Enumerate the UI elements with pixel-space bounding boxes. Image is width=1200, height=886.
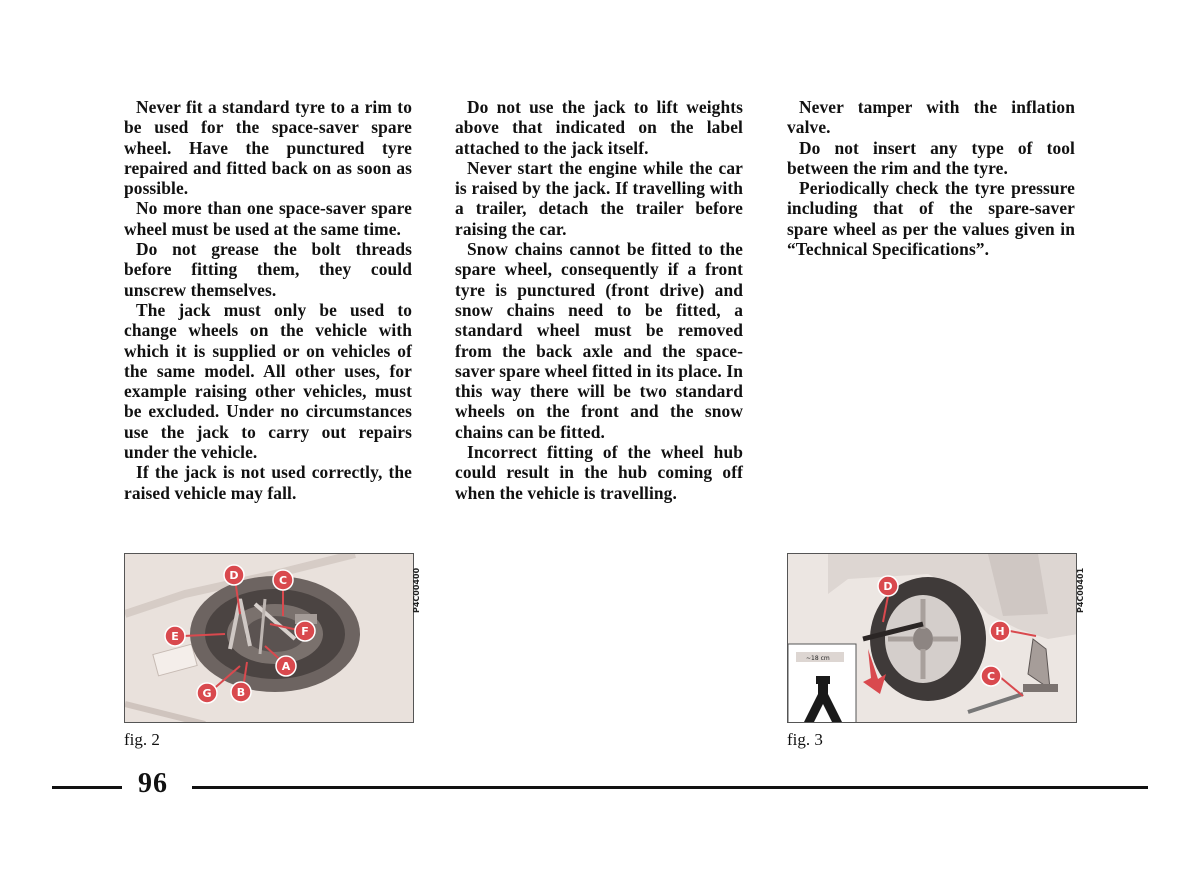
paragraph: The jack must only be used to change wheels on the vehicle with which it is supplied or on vehicles of the same model. All other uses, for example raising other vehicles, must be excluded. Under no circumstances use the jack to carry out repairs under the vehicle.	[124, 299, 412, 463]
paragraph: Do not use the jack to lift weights above that indicated on the label attached to the jack itself.	[455, 97, 743, 158]
svg-text:D: D	[229, 569, 239, 582]
footer-rule-right	[192, 786, 1148, 789]
wheel-change-illustration	[788, 554, 1077, 723]
paragraph: Do not insert any type of tool between the rim and the tyre.	[787, 137, 1075, 178]
text-column-3	[787, 97, 1075, 259]
svg-text:C: C	[278, 574, 288, 587]
paragraph: Snow chains cannot be fitted to the spare wheel, consequently if a front tyre is punctured (front drive) and snow chains need to be fitted, a standard wheel must be removed from the back axle and the space-saver spare wheel fitted in its place. In this way there will be two standard wheels on the front and the snow chains can be fitted.	[455, 239, 743, 442]
callout-f	[295, 621, 315, 641]
callout-d	[224, 565, 244, 585]
svg-text:B: B	[236, 686, 246, 699]
paragraph: Periodically check the tyre pressure including that of the spare-saver spare wheel as per the values given in “Technical Specifications”.	[787, 178, 1075, 260]
callout-e	[165, 626, 185, 646]
paragraph: Never tamper with the inflation valve.	[787, 97, 1075, 138]
callout-h	[990, 621, 1010, 641]
svg-text:E: E	[171, 630, 179, 643]
svg-text:H: H	[995, 625, 1005, 638]
paragraph: Do not grease the bolt threads before fitting them, they could unscrew themselves.	[124, 239, 412, 300]
spare-wheel-illustration	[125, 554, 414, 723]
paragraph: No more than one space-saver spare wheel must be used at the same time.	[124, 198, 412, 239]
figure-caption: fig. 3	[787, 730, 823, 749]
paragraph: If the jack is not used correctly, the raised vehicle may fall.	[124, 462, 412, 503]
paragraph: Never fit a standard tyre to a rim to be used for the space-saver spare wheel. Have the punctured tyre repaired and fitted back on as soon as possible.	[124, 97, 412, 199]
footer-rule-left	[52, 786, 122, 789]
figure-wheel-change	[787, 553, 1077, 723]
figure-spare-wheel-well	[124, 553, 414, 723]
callout-c	[273, 570, 293, 590]
paragraph: Incorrect fitting of the wheel hub could result in the hub coming off when the vehicle is travelling.	[455, 442, 743, 503]
callout-d	[878, 576, 898, 596]
callout-b	[231, 682, 251, 702]
paragraph: Never start the engine while the car is raised by the jack. If travelling with a trailer, detach the trailer before raising the car.	[455, 157, 743, 239]
figure-caption: fig. 2	[124, 730, 160, 749]
figure-code: P4C00401	[1076, 567, 1085, 613]
svg-text:F: F	[301, 625, 309, 638]
callout-g	[197, 683, 217, 703]
callout-a	[276, 656, 296, 676]
svg-text:C: C	[986, 670, 996, 683]
text-column-1	[124, 97, 412, 503]
svg-text:A: A	[281, 660, 291, 673]
measure-label: ~18 cm	[806, 655, 830, 662]
page-number: 96	[138, 768, 168, 799]
callout-c	[981, 666, 1001, 686]
text-column-2	[455, 97, 743, 503]
svg-text:D: D	[883, 580, 893, 593]
svg-text:G: G	[202, 687, 212, 700]
figure-code: P4C00400	[412, 567, 421, 613]
